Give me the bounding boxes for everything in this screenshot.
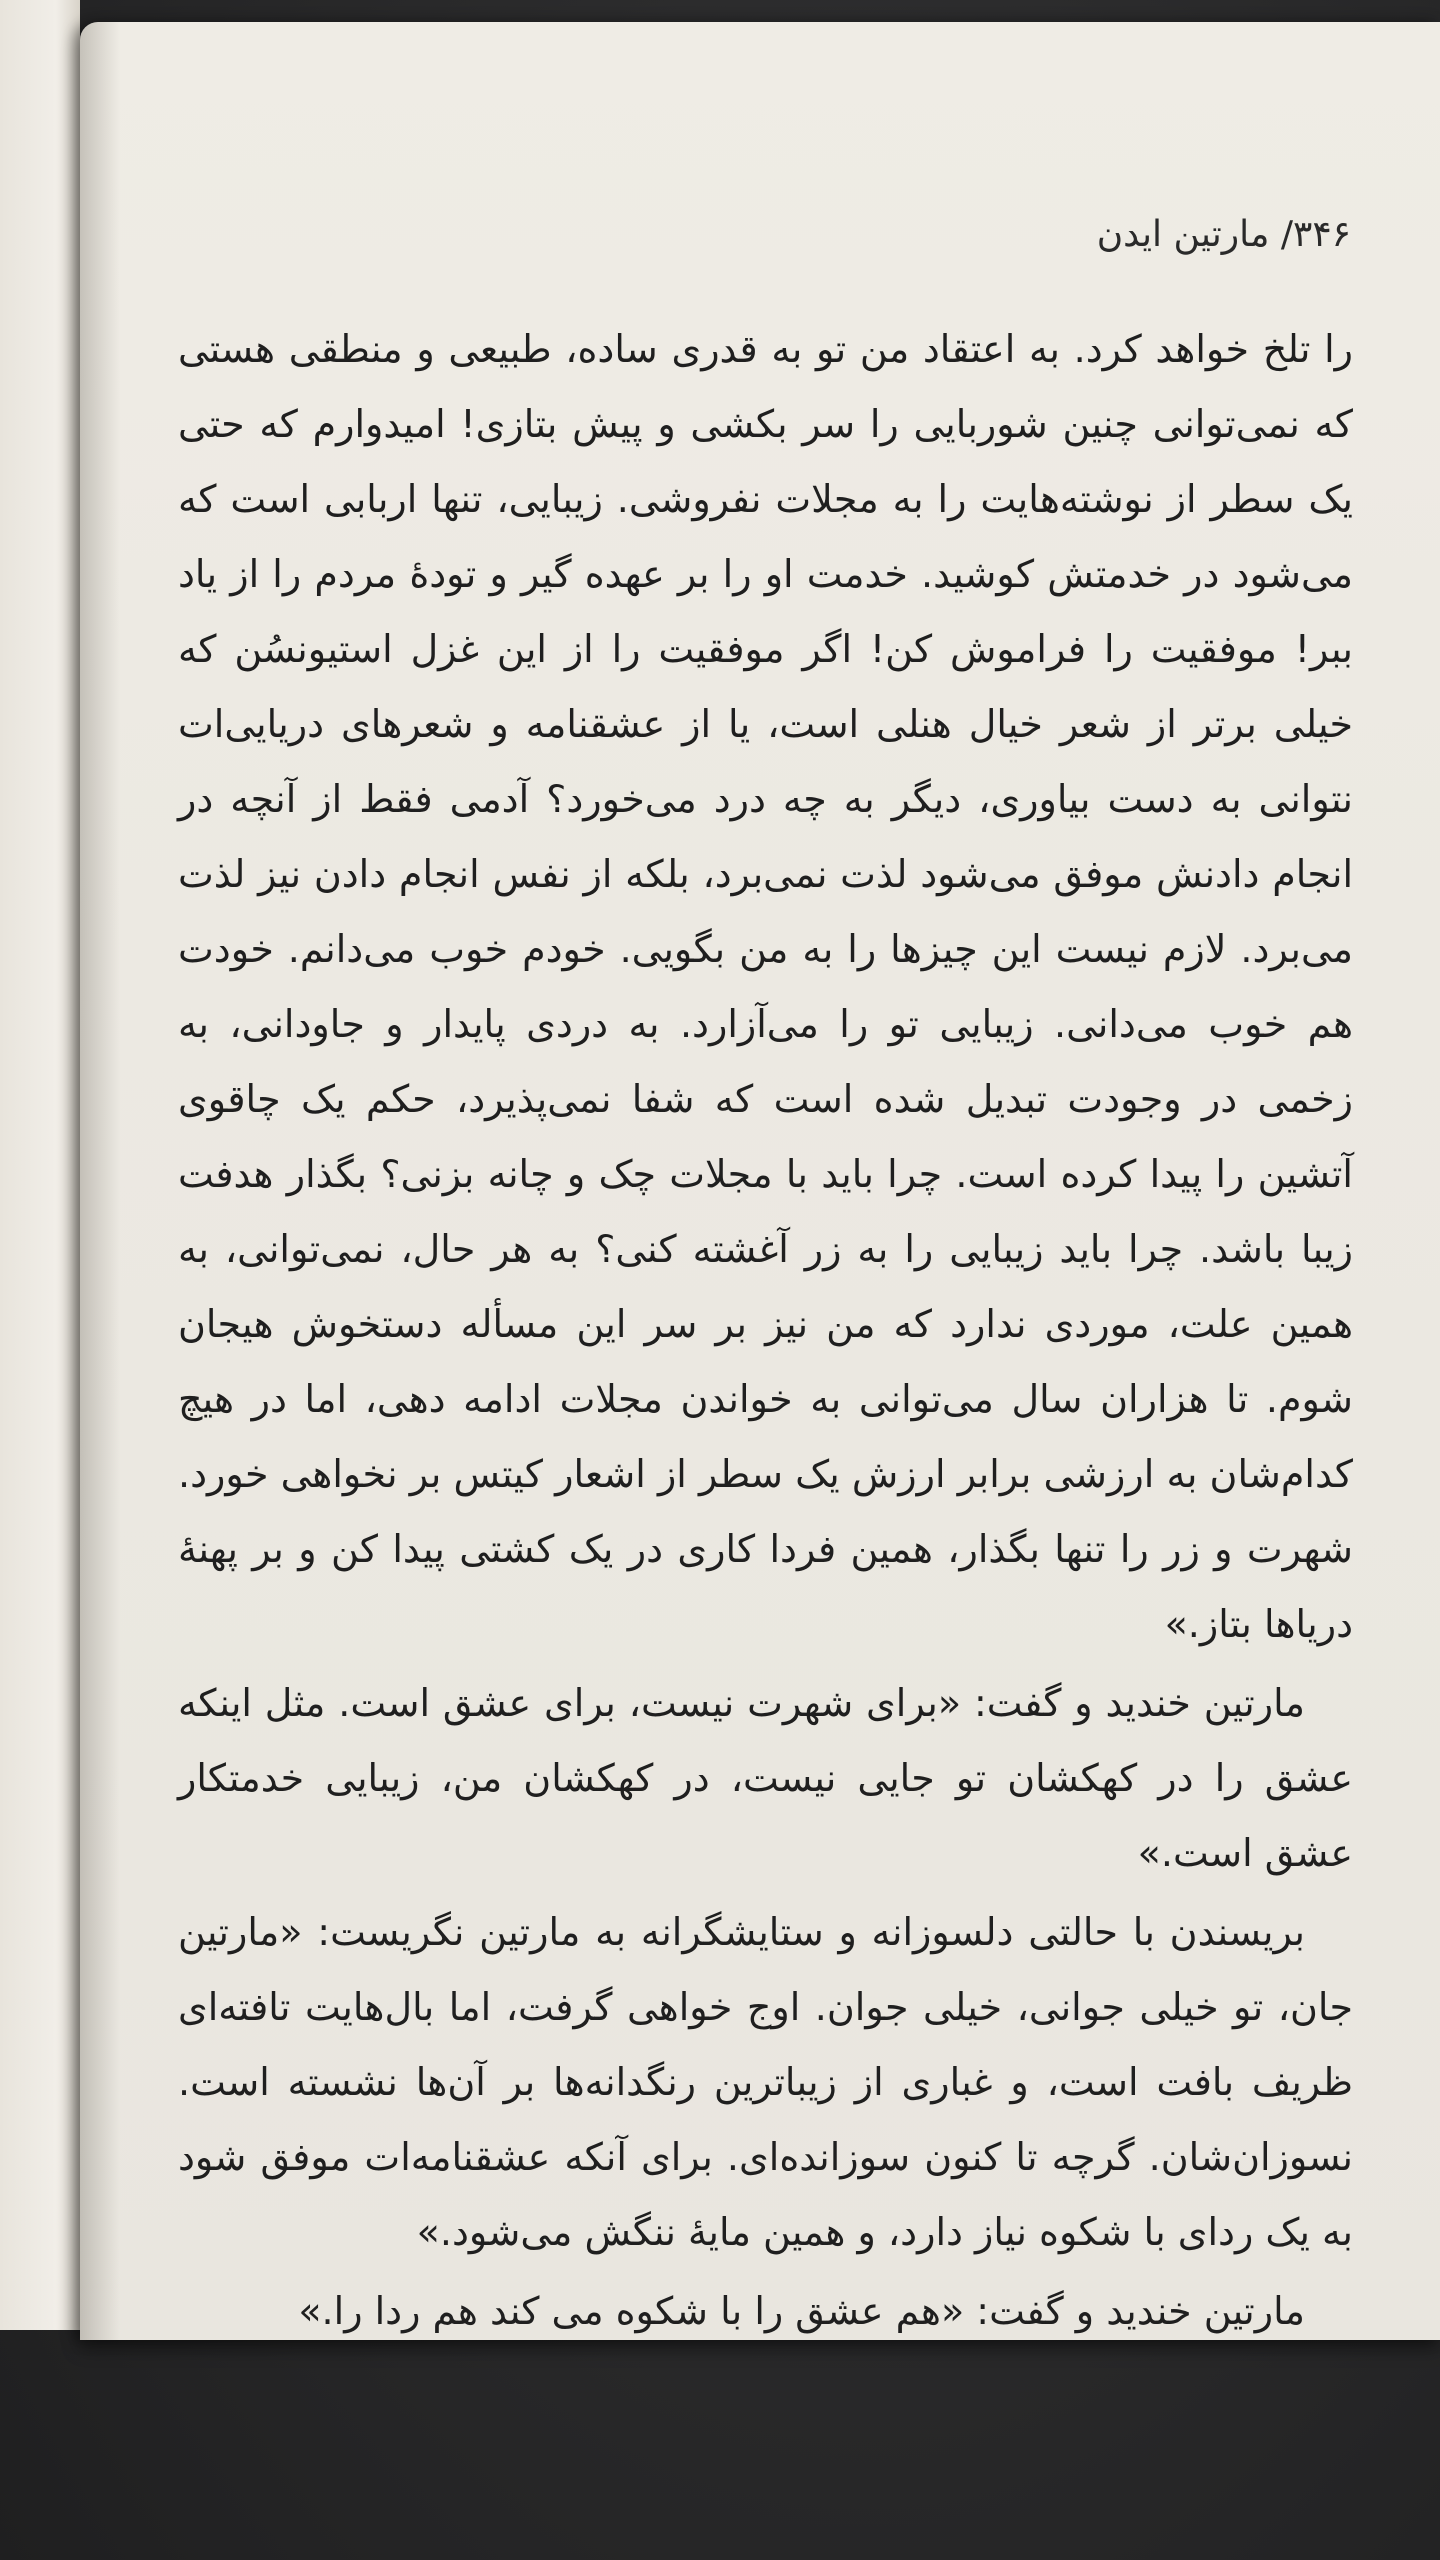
paragraph: مارتین خندید و گفت: «هم عشق را با شکوه می کند هم ردا را.»	[298, 2289, 1305, 2333]
facing-page-edge	[0, 0, 80, 2330]
paragraph: را تلخ خواهد کرد. به اعتقاد من تو به قدری ساده، طبیعی و منطقی هستی که نمی‌توانی چنین شوربایی را سر بکشی و پیش بتازی! امیدوارم که حتی یک سطر از نوشته‌هایت را به مجلات نفروشی. زیبایی، تنها اربابی است که می‌شود در خدمتش کوشید. خدمت او را بر عهده گیر و تودهٔ مردم را از یاد ببر! موفقیت را فراموش کن! اگر موفقیت را از این غزل استیونسُن که خیلی برتر از شعر خیال هنلی است، یا از عشقنامه و شعرهای دریایی‌ات نتوانی به دست بیاوری، دیگر به چه درد می‌خورد؟ آدمی فقط از آنچه در انجام دادنش موفق می‌شود لذت نمی‌برد، بلکه از نفس انجام دادن نیز لذت می‌برد. لازم نیست این چیزها را به من بگویی. خودم خوب می‌دانم. خودت هم خوب می‌دانی. زیبایی تو را می‌آزارد. به دردی پایدار و جاودانی، به زخمی در وجودت تبدیل شده است که شفا نمی‌پذیرد، حکم یک چاقوی آتشین را پیدا کرده است. چرا باید با مجلات چک و چانه بزنی؟ بگذار هدفت زیبا باشد. چرا باید زیبایی را به زر آغشته کنی؟ به هر حال، نمی‌توانی، به همین علت، موردی ندارد که من نیز بر سر این مسأله دستخوش هیجان شوم. تا هزاران سال می‌توانی به خواندن مجلات ادامه دهی، اما در هیچ کدام‌شان به ارزشی برابر ارزش یک سطر از اشعار کیتس بر نخواهی خورد. شهرت و زر را تنها بگذار، همین فردا کاری در یک کشتی پیدا کن و بر پهنهٔ دریاها بتاز.»	[178, 327, 1353, 1646]
body-text	[178, 312, 1353, 2349]
book-page	[80, 22, 1440, 2340]
gutter-shadow	[80, 22, 120, 2340]
paragraph: مارتین خندید و گفت: «برای شهرت نیست، برای عشق است. مثل اینکه عشق را در کهکشان تو جایی نیست، در کهکشان من، زیبایی خدمتکار عشق است.»	[178, 1681, 1353, 1875]
paragraph: بریسندن با حالتی دلسوزانه و ستایشگرانه به مارتین نگریست: «مارتین جان، تو خیلی جوانی، خیلی جوان. اوج خواهی گرفت، اما بال‌هایت تافته‌ای ظریف بافت است، و غباری از زیباترین رنگدانه‌ها بر آن‌ها نشسته است. نسوزان‌شان. گرچه تا کنون سوزانده‌ای. برای آنکه عشقنامه‌ات موفق شود به یک ردای با شکوه نیاز دارد، و همین مایهٔ ننگش می‌شود.»	[178, 1910, 1353, 2254]
running-head: ۳۴۶/ مارتین ایدن	[1096, 214, 1351, 255]
